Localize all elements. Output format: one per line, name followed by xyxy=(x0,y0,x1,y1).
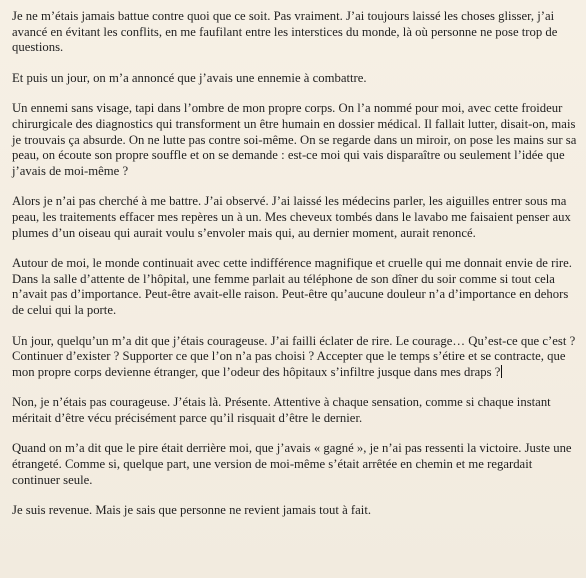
paragraph-6-text: Un jour, quelqu’un m’a dit que j’étais courageuse. J’ai failli éclater de rire. Le courage… Qu’est-ce que c’est ? Continuer d’exister ? Supporter ce que l’on n’a pas choisi ? Accepter que le temps s’étire et se contracte, que mon propre corps devienne étranger, que l’odeur des hôpitaux s’infiltre jusque dans mes draps ? xyxy=(12,333,576,379)
paragraph-5: Autour de moi, le monde continuait avec cette indifférence magnifique et cruelle qui me donnait envie de rire. Dans la salle d’attente de l’hôpital, une femme parlait au téléphone de son dîner du soir comme si tout cela n’avait pas d’importance. Peut-être avait-elle raison. Peut-être qu’aucune douleur n’a d’importance en dehors de celui qui la porte. xyxy=(12,256,572,317)
text-cursor xyxy=(501,365,502,378)
paragraph-9: Je suis revenue. Mais je sais que personne ne revient jamais tout à fait. xyxy=(12,503,372,518)
paragraph-8: Quand on m’a dit que le pire était derrière moi, que j’avais « gagné », je n’ai pas ressenti la victoire. Juste une étrangeté. Comme si, quelque part, une version de moi-même s’était arrêtée en chemin et me regardait continuer seule. xyxy=(12,441,572,487)
paragraph-4: Alors je n’ai pas cherché à me battre. J’ai observé. J’ai laissé les médecins parler, les aiguilles entrer sous ma peau, les traitements effacer mes repères un à un. Mes cheveux tombés dans le lavabo me faisaient penser aux plumes d’un oiseau qui aurait voulu s’envoler mais qui, au dernier moment, aurait renoncé. xyxy=(12,194,571,240)
paragraph-2: Et puis un jour, on m’a annoncé que j’avais une ennemie à combattre. xyxy=(12,70,367,85)
paragraph-3: Un ennemi sans visage, tapi dans l’ombre de mon propre corps. On l’a nommé pour moi, avec cette froideur chirurgicale des diagnostics qui transforment un être humain en dossier médical. Il fallait lutter, disait-on, mais je trouvais ça absurde. On ne lutte pas contre soi-même. On se regarde dans un miroir, on pose les mains sur sa peau, on écoute son propre souffle et on se demande : est-ce moi qui vais disparaître ou seulement l’idée que j’avais de moi-même ? xyxy=(12,101,577,178)
paragraph-1: Je ne m’étais jamais battue contre quoi que ce soit. Pas vraiment. J’ai toujours laissé les choses glisser, j’ai avancé en évitant les conflits, en me faufilant entre les interstices du monde, là où personne ne pose trop de questions. xyxy=(12,9,558,55)
paragraph-7: Non, je n’étais pas courageuse. J’étais là. Présente. Attentive à chaque sensation, comme si chaque instant méritait d’être vécu précisément parce qu’il risquait d’être le dernier. xyxy=(12,395,551,425)
story-text xyxy=(12,9,578,519)
paragraph-6-with-caret xyxy=(12,334,578,381)
